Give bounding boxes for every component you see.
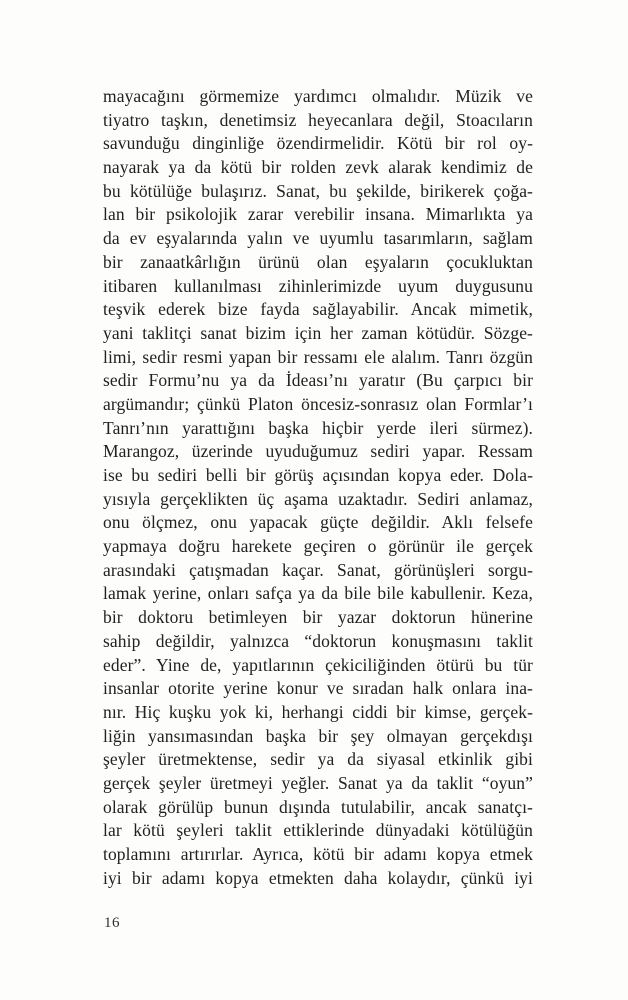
text-line: yısıyla gerçeklikten üç aşama uzaktadır. Sediri anlamaz, [103, 488, 533, 509]
text-line: mayacağını görmemize yardımcı olmalıdır. Müzik ve [103, 86, 533, 106]
text-line: ise bu sediri belli bir görüş açısından kopya eder. Dola- [103, 465, 533, 485]
text-line: bu kötülüğe bulaşırız. Sanat, bu şekilde, birikerek çoğa- [103, 180, 533, 201]
text-line: Marangoz, üzerinde uyuduğumuz sediri yapar. Ressam [103, 441, 533, 462]
text-line: şeyler üretmektense, sedir ya da siyasal etkinlik gibi [103, 749, 533, 770]
text-line: limi, sedir resmi yapan bir ressamı ele alalım. Tanrı özgün [103, 346, 533, 367]
page-number: 16 [104, 915, 120, 931]
text-line: savunduğu dinginliğe özendirmelidir. Kötü bir rol oy- [103, 133, 533, 154]
text-line: itibaren kullanılması zihinlerimizde uyum duygusunu [103, 275, 533, 296]
text-line: bir zanaatkârlığın ürünü olan eşyaların çocukluktan [103, 251, 533, 272]
text-line: yapmaya doğru harekete geçiren o görünür ile gerçek [103, 536, 533, 557]
text-line: argümandır; çünkü Platon öncesiz-sonrasız olan Formlar’ı [103, 393, 533, 414]
text-line: arasındaki çatışmadan kaçar. Sanat, görünüşleri sorgu- [103, 559, 533, 580]
text-line: iyi bir adamı kopya etmekten daha kolaydır, çünkü iyi [103, 867, 533, 888]
text-line: tiyatro taşkın, denetimsiz heyecanlara değil, Stoacıların [103, 109, 533, 130]
text-line: yani taklitçi sanat bizim için her zaman kötüdür. Sözge- [103, 322, 533, 343]
text-line: lan bir psikolojik zarar verebilir insana. Mimarlıkta ya [103, 204, 533, 225]
text-line: sedir Formu’nu ya da İdeası’nı yaratır (Bu çarpıcı bir [103, 370, 533, 391]
text-line: nır. Hiç kuşku yok ki, herhangi ciddi bir kimse, gerçek- [103, 701, 533, 722]
text-line: teşvik ederek bize fayda sağlayabilir. Ancak mimetik, [103, 299, 533, 320]
text-line: onu ölçmez, onu yapacak güçte değildir. Aklı felsefe [103, 512, 533, 533]
text-line: insanlar otorite yerine konur ve sıradan halk onlara ina- [103, 678, 533, 699]
text-line: nayarak ya da kötü bir rolden zevk alarak kendimiz de [103, 157, 533, 178]
text-line: eder”. Yine de, yapıtlarının çekiciliğinden ötürü bu tür [103, 654, 533, 675]
text-line: sahip değildir, yalnızca “doktorun konuşmasını taklit [103, 630, 533, 651]
text-line: bir doktoru betimleyen bir yazar doktorun hünerine [103, 607, 533, 628]
text-line: olarak görülüp bunun dışında tutulabilir, ancak sanatçı- [103, 796, 533, 817]
text-line: lar kötü şeyleri taklit ettiklerinde dünyadaki kötülüğün [103, 820, 533, 841]
text-line: toplamını artırırlar. Ayrıca, kötü bir adamı kopya etmek [103, 844, 533, 864]
body-text [103, 85, 533, 890]
text-line: gerçek şeyler üretmeyi yeğler. Sanat ya da taklit “oyun” [103, 772, 533, 793]
text-line: da ev eşyalarında yalın ve uyumlu tasarımların, sağlam [103, 228, 533, 249]
text-line: Tanrı’nın yarattığını başka hiçbir yerde ileri sürmez). [103, 417, 533, 438]
text-line: liğin yansımasından başka bir şey olmayan gerçekdışı [103, 725, 533, 746]
text-line: lamak yerine, onları safça ya da bile bile kabullenir. Keza, [103, 583, 533, 604]
